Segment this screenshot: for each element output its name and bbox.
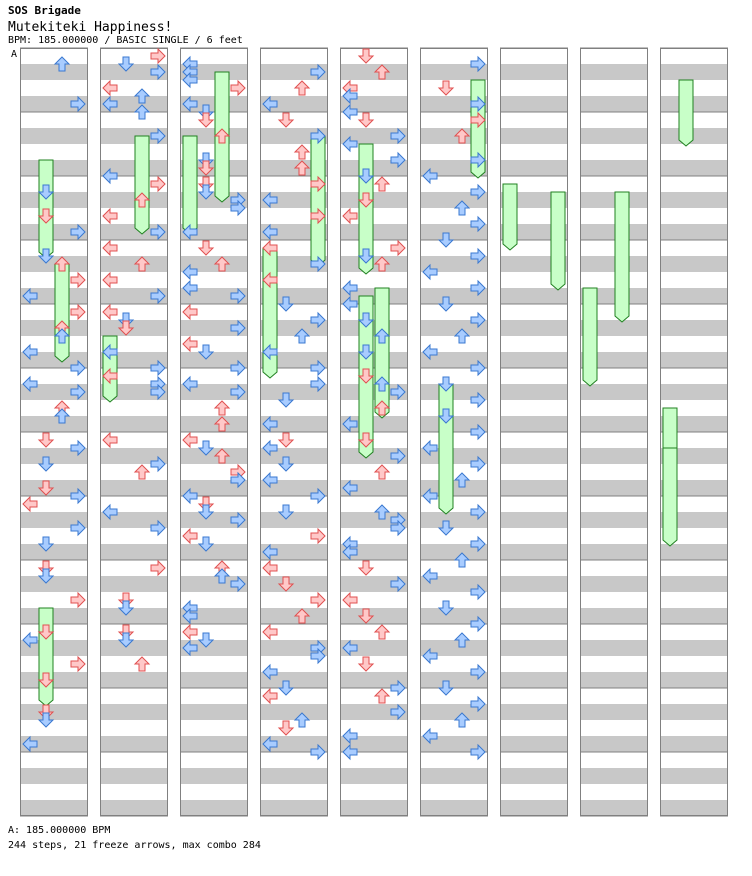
freeze-arrow	[39, 608, 53, 706]
bpm-line: A: 185.000000 BPM	[8, 825, 111, 836]
freeze-arrow	[439, 384, 453, 514]
stats-line: 244 steps, 21 freeze arrows, max combo 284	[8, 840, 261, 851]
freeze-arrow	[183, 136, 197, 234]
chart-column	[20, 48, 88, 816]
freeze-arrow	[135, 136, 149, 234]
freeze-arrow	[311, 136, 325, 266]
chart-info: BPM: 185.000000 / BASIC SINGLE / 6 feet	[8, 35, 243, 46]
freeze-arrow	[583, 288, 597, 386]
song-title: Mutekiteki Happiness!	[8, 20, 173, 35]
artist-name: SOS Brigade	[8, 4, 81, 17]
freeze-arrow	[551, 192, 565, 290]
freeze-arrow	[663, 448, 677, 546]
freeze-arrow	[375, 288, 389, 418]
chart-column	[100, 48, 168, 816]
freeze-arrow	[55, 264, 69, 362]
section-marker: A	[11, 49, 18, 60]
freeze-arrow	[503, 184, 517, 250]
chart-column	[500, 48, 568, 816]
freeze-arrow	[615, 192, 629, 322]
chart-column	[580, 48, 648, 816]
freeze-arrow	[679, 80, 693, 146]
